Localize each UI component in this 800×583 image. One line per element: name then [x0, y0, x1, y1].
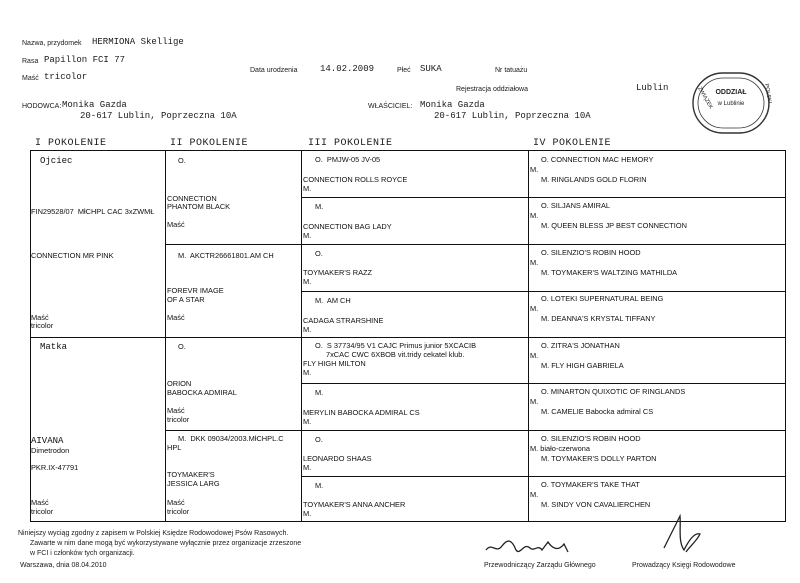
mother-color-label: Maść [31, 498, 49, 507]
sex-label: Płeć [397, 67, 411, 74]
g4-8: M. TOYMAKER'S WALTZING MATHILDA [541, 268, 678, 277]
pedigree-table [30, 150, 786, 522]
mm-name: TOYMAKER'S [167, 470, 215, 479]
breed-label: Rasa [22, 58, 39, 65]
signature-2-caption: Prowadzący Księgi Rodowodowe [632, 562, 736, 569]
g3-0-name: CONNECTION ROLLS ROYCE [303, 175, 408, 184]
mf-color-label: Maść [167, 406, 185, 415]
owner-label: WŁAŚCICIEL: [368, 103, 413, 110]
g4-17: M. CAMELIE Babocka admiral CS [541, 407, 654, 416]
father-reg: FIN29528/07 MłCHPL CAC 3xZWMŁ [31, 207, 155, 216]
g4-18: O. SILENZIO'S ROBIN HOOD [541, 434, 641, 443]
color-value: tricolor [44, 72, 88, 82]
g4-11: M. DEANNA'S KRYSTAL TIFFANY [541, 314, 656, 323]
stamp-right: POLSKI [763, 83, 772, 104]
ff-name2: PHANTOM BLACK [167, 202, 231, 211]
g3-4-o: O. S 37734/95 V1 CAJC Primus junior 5XCACIB [315, 341, 477, 350]
g4-4: M. [530, 211, 539, 220]
g4-10: M. [530, 304, 539, 313]
breed-value: Papillon FCI 77 [44, 55, 126, 65]
g3-1-o: M. [315, 202, 324, 211]
g3-2-name: TOYMAKER'S RAZZ [303, 268, 373, 277]
breeder-label: HODOWCA: [22, 103, 62, 110]
stamp-middle: w Lublinie [717, 101, 745, 107]
gen-header-4: IV POKOLENIE [533, 138, 612, 149]
stamp-top: ODDZIAŁ [715, 89, 747, 96]
g3-4-o2: 7xCAC CWC 6XBOB vit.tridy cekatel klub. [326, 350, 465, 359]
name-label: Nazwa, przydomek [22, 40, 82, 47]
color-label: Maść [22, 75, 39, 82]
g3-1-name: CONNECTION BAG LADY [303, 222, 392, 231]
g4-5: M. QUEEN BLESS JP BEST CONNECTION [541, 221, 687, 230]
signature-1-caption: Przewodniczący Zarządu Głównego [484, 562, 596, 569]
mm-color: tricolor [167, 507, 190, 516]
mm-color-label: Maść [167, 498, 185, 507]
g4-21: O. TOYMAKER'S TAKE THAT [541, 480, 640, 489]
g4-2: M. RINGLANDS GOLD FLORIN [541, 175, 647, 184]
father-name: CONNECTION MR PINK [31, 251, 114, 260]
mm-name2: JESSICA LARG [167, 479, 220, 488]
dob-value: 14.02.2009 [320, 64, 375, 74]
dob-label: Data urodzenia [250, 67, 298, 74]
g3-7-o: M. [315, 481, 324, 490]
g4-3: O. SILJANS AMIRAL [541, 201, 611, 210]
footer-line3: w FCI i członków tych organizacji. [30, 550, 135, 557]
g3-5-o: M. [315, 388, 324, 397]
breeder-name: Monika Gazda [62, 100, 127, 110]
g3-0-o: O. PMJW-05 JV-05 [315, 155, 381, 164]
mother-name2: Dimetrodon [31, 446, 70, 455]
gen-header-3: III POKOLENIE [308, 138, 393, 149]
g4-1: M. [530, 165, 539, 174]
mf-o: O. [178, 342, 186, 351]
father-label: Ojciec [40, 156, 73, 166]
branch-stamp [690, 70, 772, 136]
breeder-address: 20-617 Lublin, Poprzeczna 10A [80, 111, 237, 121]
g4-15: O. MINARTON QUIXOTIC OF RINGLANDS [541, 387, 686, 396]
g4-6: O. SILENZIO'S ROBIN HOOD [541, 248, 641, 257]
g4-0: O. CONNECTION MAC HEMORY [541, 155, 654, 164]
g3-6-name: LEONARDO SHAAS [303, 454, 372, 463]
mother-color: tricolor [31, 507, 54, 516]
fm-title: M. AKCTR26661801.AM CH [178, 251, 274, 260]
ff-name: CONNECTION [167, 194, 217, 203]
g4-23: M. SINDY VON CAVALIERCHEN [541, 500, 651, 509]
g3-3-name: CADAGA STRARSHINE [303, 316, 384, 325]
fm-name: FOREVR IMAGE [167, 286, 224, 295]
g3-0-m: M. [303, 184, 312, 193]
signature-2 [650, 512, 720, 558]
ff-o: O. [178, 156, 186, 165]
footer-line4: Warszawa, dnia 08.04.2010 [20, 562, 107, 569]
g4-7: M. [530, 258, 539, 267]
mm-title2: HPL [167, 443, 182, 452]
g4-9: O. LOTEKI SUPERNATURAL BEING [541, 294, 664, 303]
fm-name2: OF A STAR [167, 295, 205, 304]
branch-value: Lublin [636, 83, 669, 93]
tattoo-label: Nr tatuażu [495, 67, 528, 74]
g3-3-o: M. AM CH [315, 296, 351, 305]
g4-12: O. ZITRA'S JONATHAN [541, 341, 620, 350]
father-color: tricolor [31, 321, 54, 330]
fm-color-label: Maść [167, 313, 185, 322]
footer-line2: Zawarte w nim dane mogą być wykorzystywane wyłącznie przez organizacje zrzeszone [30, 540, 302, 547]
footer-line1: Niniejszy wyciąg zgodny z zapisem w Polskiej Księdze Rodowodowej Psów Rasowych. [18, 530, 289, 537]
registration-label: Rejestracja oddziałowa [456, 86, 528, 93]
g3-7-m: M. [303, 509, 312, 518]
mf-name: ORION [167, 379, 192, 388]
g4-13: M. [530, 351, 539, 360]
owner-address: 20-617 Lublin, Poprzeczna 10A [434, 111, 591, 121]
g3-5-name: MERYLIN BABOCKA ADMIRAL CS [303, 408, 420, 417]
g3-5-m: M. [303, 417, 312, 426]
g4-14: M. FLY HIGH GABRIELA [541, 361, 624, 370]
mother-label: Matka [40, 342, 68, 352]
signature-1 [478, 530, 588, 560]
mother-name: AIVANA [31, 436, 64, 446]
g3-2-m: M. [303, 277, 312, 286]
stamp-left: ZWIĄZEK [696, 86, 714, 111]
g4-20: M. TOYMAKER'S DOLLY PARTON [541, 454, 657, 463]
gen-header-1: I POKOLENIE [35, 138, 107, 149]
mm-title: M. DKK 09034/2003.MłCHPL.C [178, 434, 284, 443]
g4-22: M. [530, 490, 539, 499]
g3-6-m: M. [303, 463, 312, 472]
father-color-label: Maść [31, 313, 49, 322]
g3-4-m: M. [303, 368, 312, 377]
mf-color: tricolor [167, 415, 190, 424]
ff-color-label: Maść [167, 220, 185, 229]
dog-name: HERMIONA Skellige [92, 37, 184, 47]
owner-name: Monika Gazda [420, 100, 485, 110]
g4-16: M. [530, 397, 539, 406]
g3-6-o: O. [315, 435, 323, 444]
g3-7-name: TOYMAKER'S ANNA ANCHER [303, 500, 406, 509]
g3-4-name: FLY HIGH MILTON [303, 359, 366, 368]
sex-value: SUKA [420, 64, 442, 74]
mf-name2: BABOCKA ADMIRAL [167, 388, 237, 397]
g4-19: M. biało-czerwona [530, 444, 590, 453]
gen-header-2: II POKOLENIE [170, 138, 249, 149]
mother-reg: PKR.IX-47791 [31, 463, 79, 472]
g3-3-m: M. [303, 325, 312, 334]
g3-1-m: M. [303, 231, 312, 240]
g3-2-o: O. [315, 249, 323, 258]
